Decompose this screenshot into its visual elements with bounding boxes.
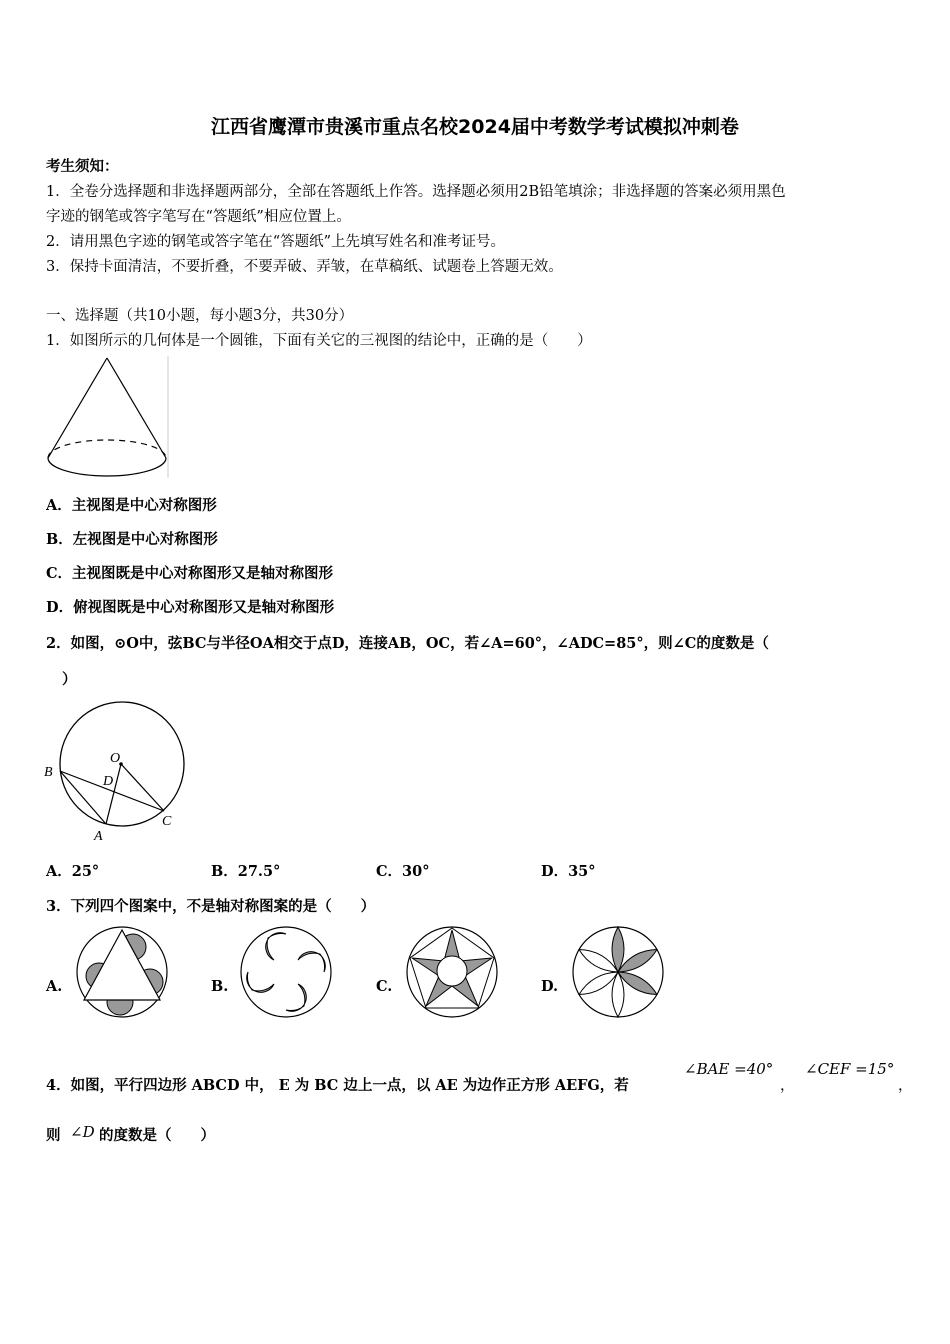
q3-option-b-label: B.: [211, 978, 229, 995]
pattern-a-icon: [74, 924, 170, 1020]
section-heading: 一、选择题（共10小题，每小题3分，共30分）: [46, 308, 354, 324]
circle-figure: [40, 698, 200, 846]
q4-line2-prefix: 则: [46, 1127, 61, 1144]
notice-line-1a: 1．全卷分选择题和非选择题两部分，全部在答题纸上作答。选择题必须用2B铅笔填涂；非选择题的答案必须用黑色: [46, 184, 786, 200]
label-d: D: [103, 774, 114, 789]
q3-option-c-label: C.: [376, 978, 393, 995]
notice-heading: 考生须知：: [46, 158, 119, 175]
pattern-c-icon: [404, 924, 500, 1020]
q1-option-d: D．俯视图既是中心对称图形又是轴对称图形: [46, 599, 335, 616]
q4-line2-suffix: 的度数是（ ）: [99, 1127, 215, 1144]
q3-option-a-label: A.: [46, 978, 63, 995]
q2-option-a: A．25°: [46, 863, 100, 880]
label-b: B: [44, 765, 53, 780]
q2-option-b: B．27.5°: [211, 863, 281, 880]
pattern-b-icon: [238, 924, 334, 1020]
pattern-d-icon: [570, 924, 666, 1020]
q1-option-b: B．左视图是中心对称图形: [46, 531, 218, 548]
q4-math-d: ∠D: [70, 1123, 95, 1141]
page-title: 江西省鹰潭市贵溪市重点名校2024届中考数学考试模拟冲刺卷: [211, 116, 739, 138]
q3-stem: 3．下列四个图案中，不是轴对称图案的是（ ）: [46, 898, 376, 915]
q4-math-bae: ∠BAE =40°: [684, 1060, 774, 1078]
label-c: C: [162, 814, 172, 829]
notice-line-1b: 字迹的钢笔或答字笔写在“答题纸”相应位置上。: [46, 209, 351, 225]
q2-stem: 2．如图，⊙O中，弦BC与半径OA相交于点D，连接AB，OC，若∠A=60°，∠ADC=85°，则∠C的度数是（: [46, 635, 769, 652]
cone-figure: [40, 352, 172, 482]
q1-option-c: C．主视图既是中心对称图形又是轴对称图形: [46, 565, 334, 582]
q2-option-c: C．30°: [376, 863, 430, 880]
q1-option-a: A．主视图是中心对称图形: [46, 497, 217, 514]
notice-line-2: 2．请用黑色字迹的钢笔或答字笔在“答题纸”上先填写姓名和准考证号。: [46, 234, 506, 250]
q4-comma-2: ，: [898, 1078, 913, 1094]
q3-option-d-label: D.: [541, 978, 559, 995]
label-o: O: [110, 751, 121, 766]
q1-stem: 1．如图所示的几何体是一个圆锥，下面有关它的三视图的结论中，正确的是（ ）: [46, 333, 592, 349]
notice-line-3: 3．保持卡面清洁，不要折叠，不要弄破、弄皱，在草稿纸、试题卷上答题无效。: [46, 259, 563, 275]
q2-stem-end: ）: [62, 671, 77, 688]
q2-option-d: D．35°: [541, 863, 596, 880]
q4-comma-1: ，: [780, 1078, 795, 1094]
q4-stem: 4．如图，平行四边形 ABCD 中， E 为 BC 边上一点，以 AE 为边作正方形 AEFG，若: [46, 1077, 629, 1094]
q4-math-cef: ∠CEF =15°: [805, 1060, 895, 1078]
label-a: A: [94, 829, 103, 844]
